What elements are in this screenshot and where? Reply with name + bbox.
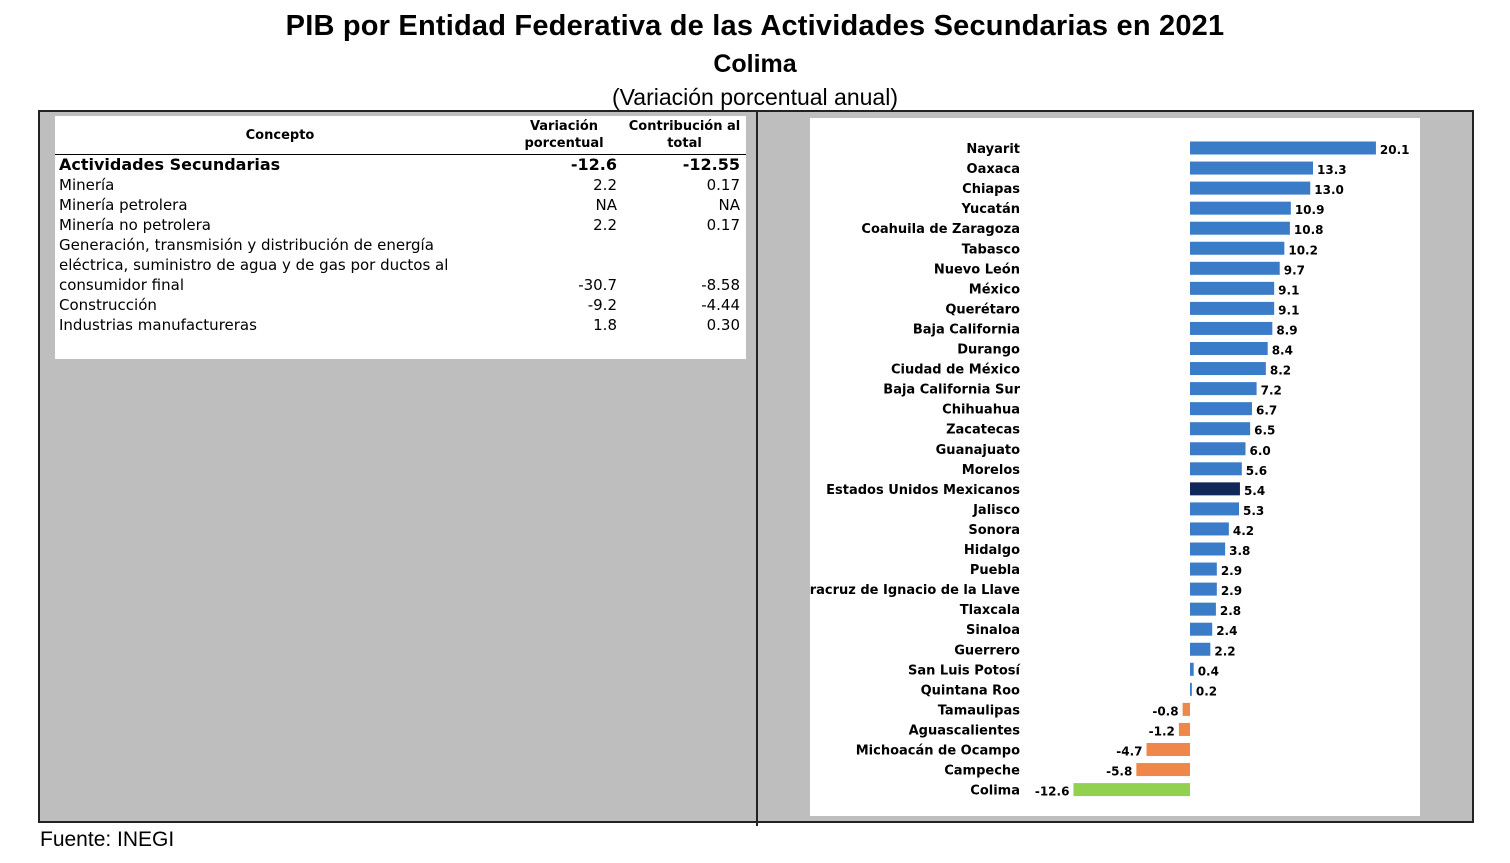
category-label: Campeche [944,763,1020,779]
value-label: -5.8 [1106,764,1133,779]
value-label: 5.3 [1243,503,1265,518]
value-label: 2.4 [1216,624,1238,639]
value-label: 7.2 [1260,383,1282,398]
bar [1190,202,1291,215]
category-label: Hidalgo [963,543,1020,558]
cell-concepto: Construcción [59,296,157,314]
bar [1190,262,1280,275]
category-label: Sonora [968,522,1020,538]
value-label: 10.8 [1293,223,1324,238]
category-label: Estados Unidos Mexicanos [826,482,1020,498]
column-header-concepto: Concepto [55,116,505,155]
value-label: 2.8 [1219,604,1242,619]
cell-variacion: 2.2 [593,176,617,194]
bar [1179,723,1190,736]
bar [1190,663,1194,676]
cell-variacion: -9.2 [587,296,617,314]
chart-title: PIB por Entidad Federativa de las Actividades Secundarias en 2021 [285,10,1225,42]
category-label: Tamaulipas [937,703,1020,719]
bar [1190,462,1242,475]
value-label: 8.4 [1271,343,1293,358]
value-label: 9.1 [1278,283,1300,298]
chart-subtitle: Colima [713,50,797,78]
bar [1190,382,1257,395]
bar [1190,162,1313,175]
bar [1190,583,1217,596]
panel-divider [756,110,758,826]
category-label: Guanajuato [935,442,1020,458]
category-label: Sinaloa [965,623,1020,639]
cell-variacion: 1.8 [593,316,617,334]
table-row [55,315,746,335]
data-table [55,116,746,335]
category-label: Chiapas [962,182,1020,198]
bar [1073,783,1190,796]
chart-panel [810,118,1420,816]
cell-contribucion: NA [718,196,740,214]
bar [1190,242,1284,255]
category-label: Jalisco [973,502,1020,518]
value-label: 8.9 [1276,323,1298,338]
value-label: 3.8 [1229,544,1251,558]
cell-concepto: Actividades Secundarias [59,155,281,174]
category-label: Chihuahua [942,402,1020,418]
value-label: 8.2 [1269,363,1292,378]
value-label: 2.9 [1220,564,1243,579]
column-header-contribucion: Contribución al total [623,116,746,155]
value-label: 0.2 [1195,684,1218,699]
bar [1136,763,1190,776]
value-label: -0.8 [1152,704,1179,719]
cell-variacion: -30.7 [578,276,617,294]
value-label: 10.9 [1294,203,1325,218]
value-label: 6.0 [1249,443,1271,458]
value-label: -1.2 [1148,724,1175,739]
cell-variacion: 2.2 [593,216,617,234]
category-label: Oaxaca [966,162,1020,178]
bar [1190,482,1240,495]
bar [1190,322,1272,335]
category-label: Querétaro [945,302,1020,318]
value-label: 6.7 [1255,403,1278,418]
value-label: -4.7 [1116,744,1143,759]
category-label: Tlaxcala [959,603,1020,619]
bar [1190,182,1310,195]
bar [1147,743,1190,756]
bar [1190,623,1212,636]
category-label: Aguascalientes [908,723,1020,739]
category-label: Baja California [912,322,1020,338]
category-label: Veracruz de Ignacio de la Llave [810,583,1020,599]
table-row [55,295,746,315]
table-row [55,175,746,195]
cell-contribucion: 0.17 [706,216,740,234]
bar [1190,222,1290,235]
category-label: Colima [970,783,1020,799]
value-label: 9.7 [1283,263,1305,278]
bar [1183,703,1190,716]
cell-contribucion: 0.30 [706,316,740,334]
value-label: 6.5 [1254,423,1276,438]
cell-concepto: Minería no petrolera [59,216,211,234]
value-label: -12.6 [1034,784,1070,799]
table-row [55,215,746,235]
category-label: Morelos [961,462,1020,478]
bar [1190,603,1216,616]
category-label: México [968,282,1020,298]
table-row [55,195,746,215]
cell-contribucion: -8.58 [701,276,740,294]
bar [1190,342,1268,355]
value-label: 9.1 [1278,303,1300,318]
table-row [55,235,746,295]
bar [1190,643,1210,656]
source-note: Fuente: INEGI [40,828,175,851]
category-label: Durango [957,342,1020,358]
bar [1190,502,1239,515]
value-label: 13.0 [1314,183,1344,198]
bar [1190,422,1250,435]
bar [1190,442,1246,455]
value-label: 5.6 [1245,463,1268,478]
category-label: San Luis Potosí [908,663,1020,679]
bar [1190,522,1229,535]
data-table-panel [55,116,746,359]
value-label: 2.2 [1214,644,1236,659]
cell-variacion: NA [595,196,617,214]
category-label: Guerrero [954,643,1020,659]
category-label: Puebla [969,563,1020,579]
value-label: 13.3 [1317,163,1347,178]
cell-contribucion: -12.55 [682,155,740,174]
bar [1190,302,1274,315]
cell-variacion: -12.6 [570,155,617,174]
bar [1190,362,1266,375]
cell-concepto: Minería [59,176,115,194]
column-header-variacion: Variación porcentual [505,116,623,155]
category-label: Baja California Sur [883,382,1020,398]
table-body [55,155,746,336]
category-label: Ciudad de México [890,362,1020,378]
bar [1190,563,1217,576]
value-label: 5.4 [1243,483,1266,498]
chart-unit: (Variación porcentual anual) [612,84,898,110]
category-label: Nuevo León [933,262,1020,278]
category-label: Zacatecas [946,422,1020,438]
bar [1190,142,1376,155]
bar [1190,683,1192,696]
category-label: Quintana Roo [920,683,1020,699]
cell-contribucion: 0.17 [706,176,740,194]
category-label: Michoacán de Ocampo [855,743,1020,759]
value-label: 2.9 [1220,584,1243,599]
table-row [55,155,746,176]
category-label: Tabasco [961,242,1020,258]
value-label: 10.2 [1288,243,1318,258]
cell-concepto: Minería petrolera [59,196,188,214]
value-label: 0.4 [1197,664,1219,679]
bar-chart [810,118,1420,816]
cell-concepto: Generación, transmisión y distribución de energía eléctrica, suministro de agua y de gas por ductos al consumidor final [59,236,449,294]
cell-concepto: Industrias manufactureras [59,316,257,334]
bar [1190,282,1274,295]
category-label: Yucatán [961,202,1020,218]
category-label: Coahuila de Zaragoza [861,222,1020,238]
value-label: 4.2 [1232,523,1255,538]
value-label: 20.1 [1379,143,1410,157]
category-label: Nayarit [966,142,1020,157]
bar [1190,402,1252,415]
cell-contribucion: -4.44 [701,296,740,314]
bar [1190,543,1225,556]
